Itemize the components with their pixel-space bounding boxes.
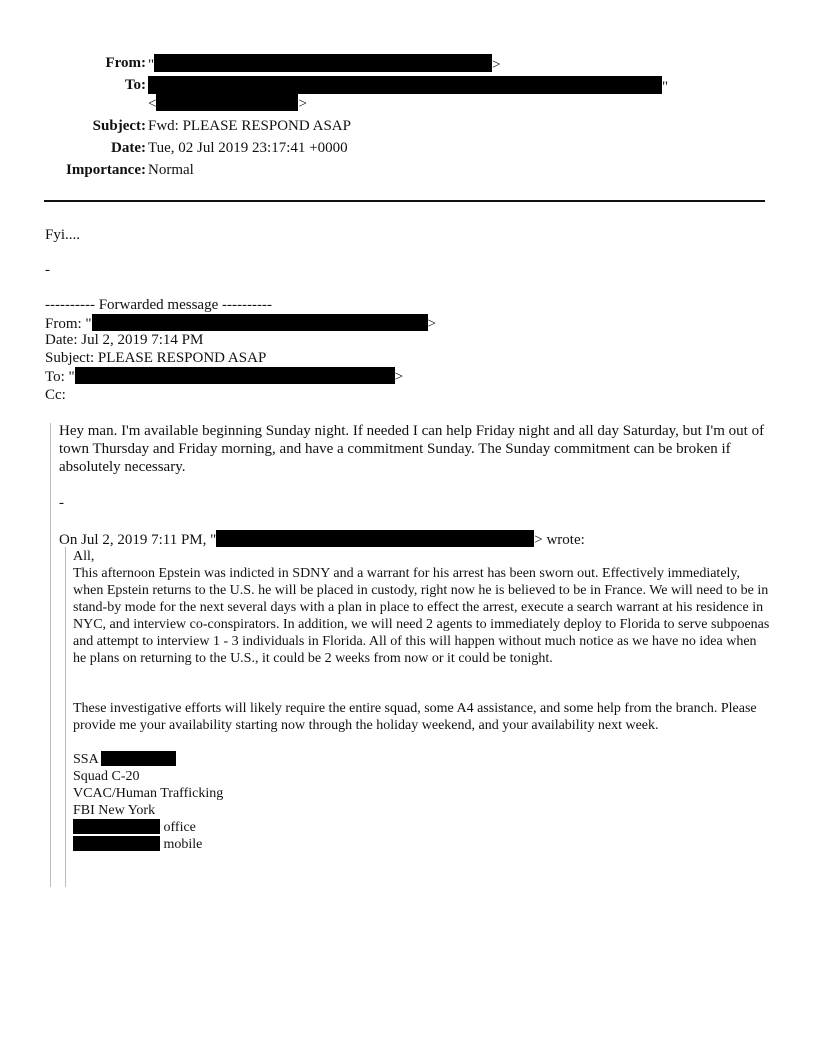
wrote-line [59, 530, 585, 549]
signature-name-redaction [101, 751, 176, 766]
signature-squad: Squad C-20 [73, 769, 140, 784]
to-line2-redaction [156, 94, 298, 111]
importance-label: Importance: [66, 162, 146, 178]
to-redaction [148, 76, 662, 94]
date-value: Tue, 02 Jul 2019 23:17:41 +0000 [148, 140, 348, 156]
header-divider [44, 200, 765, 202]
signature-mobile-phone [73, 836, 202, 853]
signature-office-name: FBI New York [73, 803, 156, 818]
header-date-row [0, 139, 816, 157]
original-paragraph-2: These investigative efforts will likely require the entire squad, some A4 assistance, and some help from the branch. Please provide me your availability starting now through the holiday weekend, and your availability next week. [73, 701, 757, 733]
original-greeting: All, [73, 549, 95, 564]
to-suffix: " [662, 79, 669, 95]
header-subject-row [0, 117, 816, 135]
forwarded-from-redaction [92, 314, 428, 331]
mobile-phone-label: mobile [163, 837, 203, 852]
signature-office-phone [73, 819, 196, 836]
forwarded-from-suffix: > [427, 316, 437, 332]
from-suffix: > [492, 57, 501, 73]
forwarded-to-label: To: " [45, 369, 75, 385]
subject-label: Subject: [92, 118, 146, 134]
original-paragraph-1: This afternoon Epstein was indicted in SDNY and a warrant for his arrest has been sworn out. Effectively immediately, when Epstein returns to the U.S. he will be placed in custody, right now he is believed to be in France. We will need to be in stand-by mode for the next several days with a plan in place to effect the arrest, execute a search warrant at his residence in NYC, and interview co-conspirators. In addition, we will need 2 agents to immediately deploy to Florida to serve subpoenas and attempt to interview 1 - 3 individuals in Florida. All of this will happen without much notice as we have no idea when he plans on returning to the U.S., it could be 2 weeks from now or it could be tonight. [73, 566, 770, 666]
fyi-text: Fyi.... [45, 227, 81, 243]
office-phone-redaction [73, 819, 160, 834]
quote-bar-inner [65, 547, 66, 887]
to-value [148, 76, 668, 96]
forwarded-to-suffix: > [394, 369, 404, 385]
signature-ssa [73, 751, 176, 768]
reply-dash: - [59, 495, 64, 511]
to-label: To: [124, 77, 146, 93]
from-redaction [154, 54, 492, 72]
to-line2-prefix: < [148, 96, 157, 112]
header-from-row [0, 54, 816, 72]
header-importance-row [0, 161, 816, 179]
subject-value: Fwd: PLEASE RESPOND ASAP [148, 118, 351, 134]
header-to-line2 [0, 94, 816, 112]
importance-value: Normal [148, 162, 194, 178]
office-phone-label: office [163, 820, 196, 835]
signature-ssa-label: SSA [73, 752, 98, 767]
to-line2-value [148, 94, 307, 113]
signature-unit: VCAC/Human Trafficking [73, 786, 224, 801]
forwarded-banner: ---------- Forwarded message ---------- [45, 297, 272, 313]
forwarded-cc: Cc: [45, 387, 66, 403]
from-label: From: [105, 55, 146, 71]
from-value [148, 54, 501, 74]
forwarded-to [45, 367, 403, 386]
forwarded-date: Date: Jul 2, 2019 7:14 PM [45, 332, 204, 348]
dash-separator: - [45, 262, 50, 278]
header-to-row [0, 76, 816, 94]
wrote-prefix: On Jul 2, 2019 7:11 PM, " [59, 532, 217, 548]
wrote-redaction [216, 530, 534, 547]
mobile-phone-redaction [73, 836, 160, 851]
wrote-suffix: > wrote: [534, 532, 585, 548]
reply-paragraph: Hey man. I'm available beginning Sunday night. If needed I can help Friday night and all day Saturday, but I'm out of town Thursday and Friday morning, and have a commitment Sunday. The Sunday commitment can be broken if absolutely necessary. [59, 423, 765, 475]
to-line2-suffix: > [298, 96, 307, 112]
quote-bar-outer [50, 423, 51, 887]
forwarded-from-label: From: " [45, 316, 92, 332]
date-label: Date: [111, 140, 146, 156]
forwarded-to-redaction [75, 367, 395, 384]
forwarded-subject: Subject: PLEASE RESPOND ASAP [45, 350, 267, 366]
from-prefix: " [148, 57, 155, 73]
